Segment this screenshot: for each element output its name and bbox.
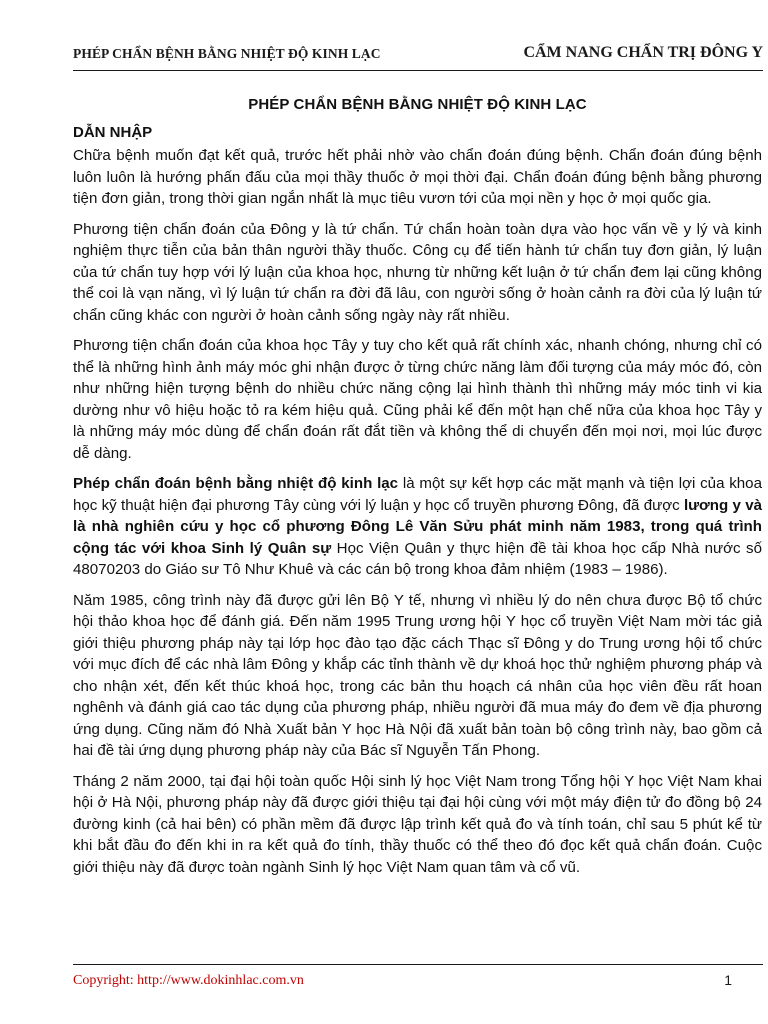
paragraph-4-text-1: là một sự kết hợp các mặt mạnh và tiện lợi của khoa học kỹ thuật hiện đại phương Tây cùng với lý luận y học cổ truyền phương Đông, đã được bbox=[73, 475, 762, 514]
paragraph-1: Chữa bệnh muốn đạt kết quả, trước hết phải nhờ vào chẩn đoán đúng bệnh. Chẩn đoán đúng bệnh luôn luôn là hướng phấn đấu của mọi thầy thuốc ở mọi thời đại. Chẩn đoán đúng bệnh bằng phương tiện đơn giản, trong thời gian ngắn nhất là mục tiêu vươn tới của mọi nền y học ở mọi quốc gia. bbox=[73, 147, 762, 207]
paragraph-4-text-2: Học Viện Quân y thực hiện đề tài khoa học cấp Nhà nước số 48070203 do Giáo sư Tô Như Khuê và các cán bộ trong khoa đảm nhiệm (1983 – 1986). bbox=[73, 539, 762, 578]
paragraph-5: Năm 1985, công trình này đã được gửi lên Bộ Y tế, nhưng vì nhiều lý do nên chưa được Bộ tổ chức hội thảo khoa học để đánh giá. Đến năm 1995 Trung ương hội Y học cổ truyền Việt Nam mời tác giả giới thiệu phương pháp này tại lớp học đào tạo đặc cách Thạc sĩ Đông y do Trung ương hội tổ chức với mục đích để các nhà lâm Đông y khắp các tỉnh thành về dự khoá học thử nghiệm phương pháp và cho nhận xét, đến kết thúc khoá học, trong các bản thu hoạch cá nhân của học viên đều rất hoan nghênh và đánh giá cao tác dụng của phương pháp, nhiều người đã mua máy đo đem về địa phương ứng dụng. Cũng năm đó Nhà Xuất bản Y học Hà Nội đã xuất bản toàn bộ công trình này, bao gồm cả hai đề tài ứng dụng phương pháp này của Bác sĩ Nguyễn Tấn Phong. bbox=[73, 591, 762, 759]
document-body bbox=[73, 94, 762, 887]
section-heading: DẪN NHẬP bbox=[73, 123, 153, 141]
paragraph-6: Tháng 2 năm 2000, tại đại hội toàn quốc Hội sinh lý học Việt Nam trong Tổng hội Y học Việt Nam khai hội ở Hà Nội, phương pháp này đã được giới thiệu tại đại hội cùng với một máy điện tử đo đồng bộ 24 đường kinh (cả hai bên) có phần mềm đã được lập trình kết quả đo và tính toán, chỉ sau 5 phút kể từ khi bắt đầu đo đến khi in ra kết quả đo tính, thầy thuốc có thể theo đó đọc kết quả chẩn đoán. Cuộc giới thiệu này đã được toàn ngành Sinh lý học Việt Nam quan tâm và cổ vũ. bbox=[73, 772, 762, 876]
paragraph-3: Phương tiện chẩn đoán của khoa học Tây y tuy cho kết quả rất chính xác, nhanh chóng, nhưng chỉ có thể là những hình ảnh máy móc ghi nhận được ở từng chức năng làm đối tượng của máy móc đó, còn như những hiện tượng bệnh do nhiều chức năng cộng lại hình thành thì những máy móc tinh vi kia dường như vô hiệu hoặc tỏ ra kém hiệu quả. Cũng phải kể đến một hạn chế nữa của khoa học Tây y là những máy móc dùng để chẩn đoán rất đắt tiền và không thể di chuyển đến mọi nơi, mọi lúc được dễ dàng. bbox=[73, 337, 762, 462]
paragraph-2: Phương tiện chẩn đoán của Đông y là tứ chẩn. Tứ chẩn hoàn toàn dựa vào học vấn về y lý và kinh nghiệm thực tiễn của bản thân người thầy thuốc. Công cụ để tiến hành tứ chẩn tuy đơn giản, lý luận của tứ chẩn tuy hợp với lý luận của khoa học, nhưng từ những kết luận ở tứ chẩn đem lại cũng không thể coi là vạn năng, vì lý luận tứ chẩn ra đời đã lâu, con người sống ở hoàn cảnh ra đời của lý luận tứ chẩn cũng khác con người ở hoàn cảnh sống ngày này rất nhiều. bbox=[73, 220, 762, 324]
page-number: 1 bbox=[724, 972, 732, 988]
header-left-title: PHÉP CHẨN BỆNH BẰNG NHIỆT ĐỘ KINH LẠC bbox=[73, 46, 381, 61]
page-header bbox=[73, 46, 763, 68]
paragraph-4 bbox=[73, 473, 762, 581]
header-right-title: CẨM NANG CHẨN TRỊ ĐÔNG Y bbox=[523, 44, 763, 61]
header-divider bbox=[73, 70, 763, 71]
paragraph-4-bold-2: lương y và là nhà nghiên cứu y học cổ phương Đông Lê Văn Sửu phát minh năm 1983, trong quá trình cộng tác với khoa Sinh lý Quân sự bbox=[73, 496, 762, 557]
paragraph-4-bold-1: Phép chẩn đoán bệnh bằng nhiệt độ kinh lạc bbox=[73, 475, 399, 492]
footer-divider bbox=[73, 964, 763, 965]
footer-copyright-link[interactable]: Copyright: http://www.dokinhlac.com.vn bbox=[73, 973, 304, 988]
document-title: PHÉP CHẨN BỆNH BẰNG NHIỆT ĐỘ KINH LẠC bbox=[248, 96, 587, 113]
